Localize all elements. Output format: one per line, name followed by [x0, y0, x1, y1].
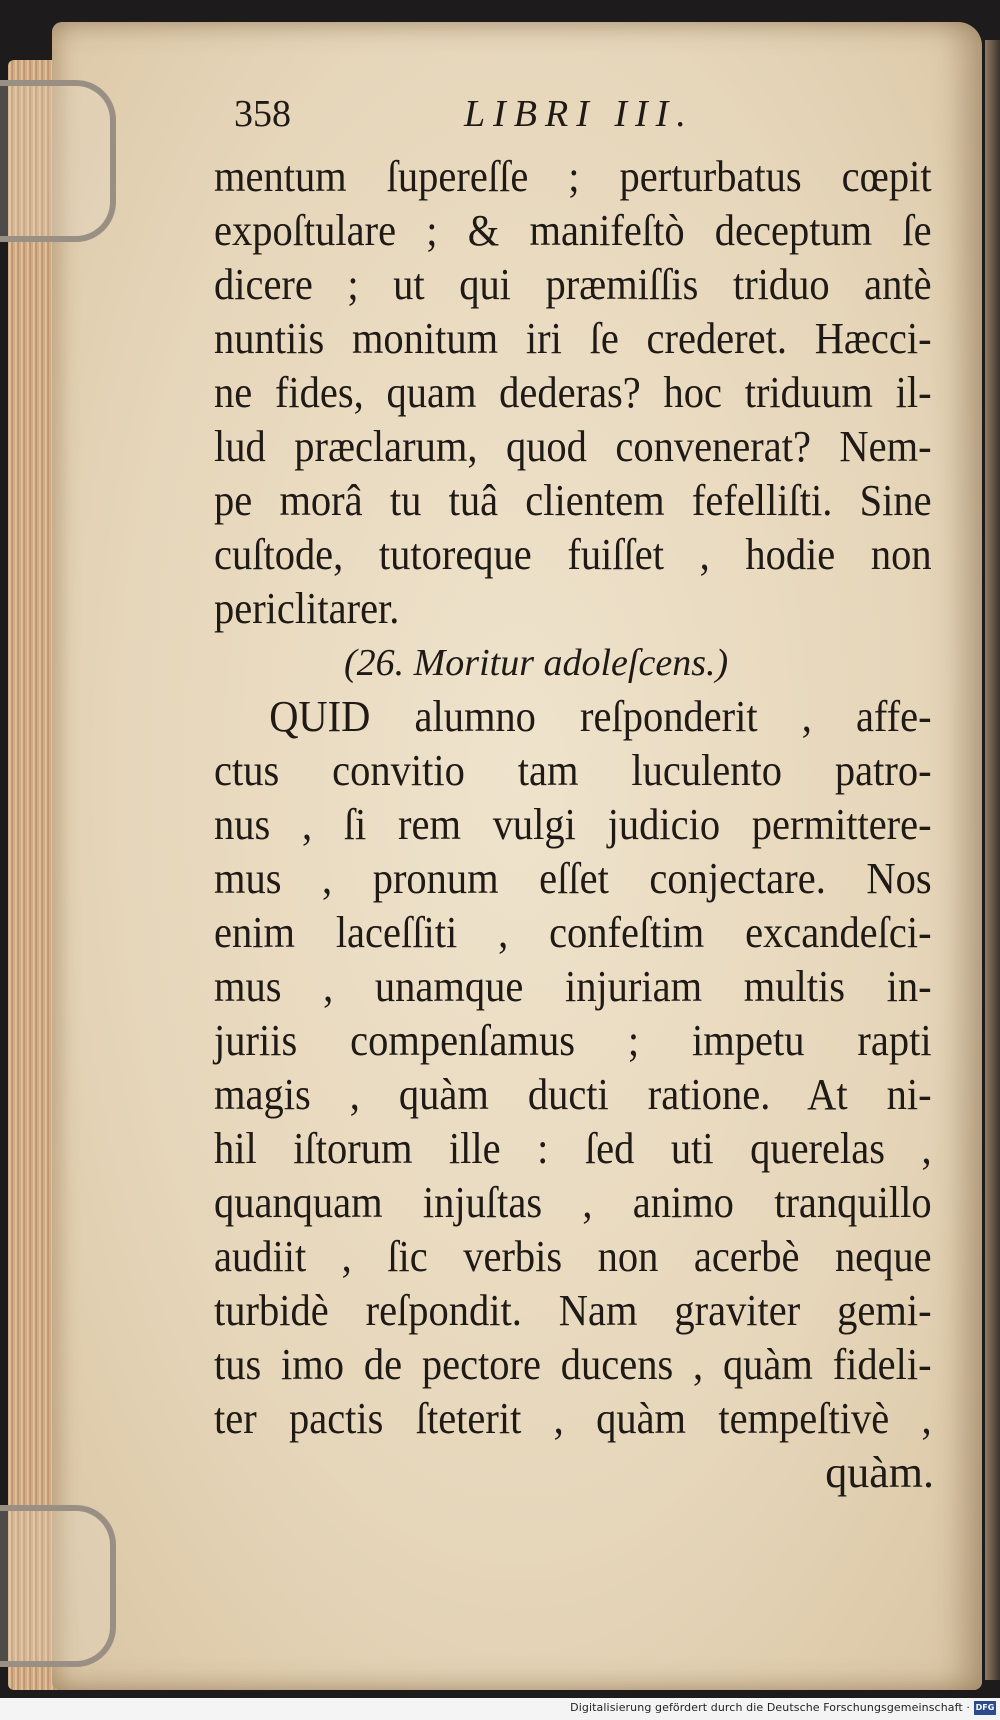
text-line: nus , ſi rem vulgi judicio permittere- — [214, 800, 932, 849]
text-line: turbidè reſpondit. Nam graviter gemi- — [214, 1286, 932, 1335]
text-line: ctus convitio tam luculento patro- — [214, 746, 932, 795]
text-line: expoſtulare ; & manifeſtò deceptum ſe — [214, 206, 932, 255]
text-line: cuſtode, tutoreque fuiſſet , hodie non — [214, 530, 932, 579]
text-line: magis , quàm ducti ratione. At ni- — [214, 1070, 932, 1119]
text-line: quanquam injuſtas , animo tranquillo — [214, 1178, 932, 1227]
page-number: 358 — [234, 93, 291, 135]
text-line: tus imo de pectore ducens , quàm fideli- — [214, 1340, 932, 1389]
text-line: mus , pronum eſſet conjectare. Nos — [214, 854, 932, 903]
text-line: periclitarer. — [214, 584, 400, 633]
section-subheading: (26. Moritur adoleſcens.) — [344, 642, 729, 684]
digitization-credit: Digitalisierung gefördert durch die Deutsche Forschungsgemeinschaft · — [570, 1701, 970, 1714]
text-line: enim laceſſiti , confeſtim excandeſci- — [214, 908, 932, 957]
text-line: audiit , ſic verbis non acerbè neque — [214, 1232, 932, 1281]
text-line: mus , unamque injuriam multis in- — [214, 962, 932, 1011]
page-clip-bottom — [0, 1505, 116, 1667]
text-line: dicere ; ut qui præmiſſis triduo antè — [214, 260, 932, 309]
dfg-logo: DFG — [974, 1701, 996, 1715]
text-line: juriis compenſamus ; impetu rapti — [214, 1016, 932, 1065]
text-line: nuntiis monitum iri ſe crederet. Hæcci- — [214, 314, 932, 363]
page-clip-top — [0, 80, 116, 242]
binding-edge — [985, 40, 1000, 1680]
text-line: ne fides, quam dederas? hoc triduum il- — [214, 368, 932, 417]
catchword: quàm. — [825, 1448, 934, 1497]
book-fore-edge — [8, 60, 58, 1690]
text-line: ter pactis ſteterit , quàm tempeſtivè , — [214, 1394, 932, 1443]
text-line: lud præclarum, quod convenerat? Nem- — [214, 422, 932, 471]
text-line: hil iſtorum ille : ſed uti querelas , — [214, 1124, 932, 1173]
page-header — [214, 92, 934, 150]
text-line: mentum ſupereſſe ; perturbatus cœpit — [214, 152, 932, 201]
running-head: LIBRI III. — [464, 93, 694, 135]
text-line: pe morâ tu tuâ clientem fefelliſti. Sine — [214, 476, 932, 525]
text-line: QUID alumno reſponderit , affe- — [269, 692, 932, 741]
page-text — [214, 92, 934, 1500]
